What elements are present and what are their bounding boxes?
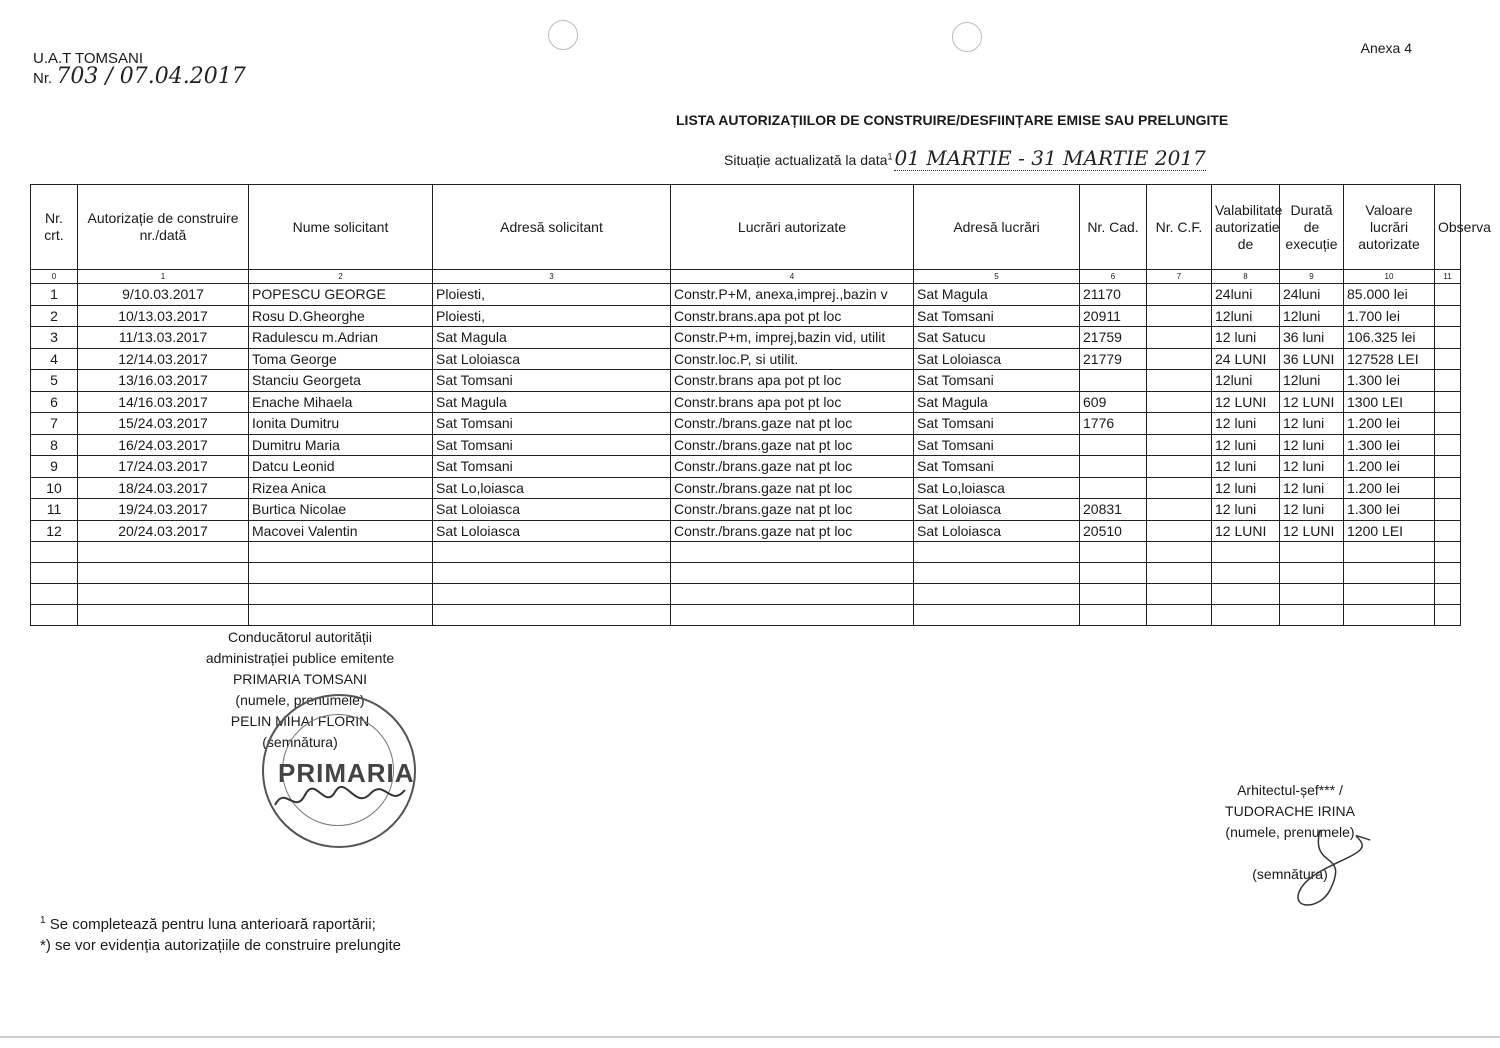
empty-cell xyxy=(1212,542,1280,563)
table-cell xyxy=(1147,413,1212,435)
table-cell xyxy=(1147,499,1212,521)
table-cell: 12 LUNI xyxy=(1212,391,1280,413)
authorizations-table xyxy=(30,184,1491,626)
table-row xyxy=(31,284,1461,306)
empty-cell xyxy=(671,605,914,626)
document-subtitle xyxy=(724,146,1206,170)
table-cell xyxy=(1435,520,1461,542)
empty-cell xyxy=(31,563,78,584)
table-cell: Sat Lo,loiasca xyxy=(914,477,1080,499)
table-cell: 21779 xyxy=(1080,348,1147,370)
table-cell: Constr.brans.apa pot pt loc xyxy=(671,305,914,327)
column-index-cell: 4 xyxy=(671,270,914,284)
table-cell: 3 xyxy=(31,327,78,349)
nr-handwritten: 703 / 07.04.2017 xyxy=(56,64,246,89)
table-cell: 12 luni xyxy=(1280,413,1344,435)
empty-cell xyxy=(31,542,78,563)
table-cell: 12 luni xyxy=(1212,434,1280,456)
table-cell: Sat Loloiasca xyxy=(433,499,671,521)
empty-cell xyxy=(78,605,249,626)
empty-cell xyxy=(1280,584,1344,605)
table-cell: 10 xyxy=(31,477,78,499)
table-cell: Constr./brans.gaze nat pt loc xyxy=(671,434,914,456)
table-cell xyxy=(1147,284,1212,306)
column-header: Nr. Cad. xyxy=(1080,185,1147,270)
empty-cell xyxy=(1280,563,1344,584)
empty-cell xyxy=(1344,605,1435,626)
empty-table-row xyxy=(31,563,1461,584)
empty-cell xyxy=(78,542,249,563)
table-cell: 1.300 lei xyxy=(1344,370,1435,392)
empty-cell xyxy=(249,605,433,626)
subtitle-label: Situație actualizată la data xyxy=(724,152,888,168)
table-cell: 12 luni xyxy=(1212,456,1280,478)
table-cell: 12luni xyxy=(1280,305,1344,327)
table-cell: Sat Lo,loiasca xyxy=(433,477,671,499)
table-cell: POPESCU GEORGE xyxy=(249,284,433,306)
table-cell xyxy=(1435,327,1461,349)
table-cell: 24 LUNI xyxy=(1212,348,1280,370)
table-cell xyxy=(1080,456,1147,478)
column-header: Observa xyxy=(1435,185,1461,270)
table-cell: 20510 xyxy=(1080,520,1147,542)
table-cell: Constr.P+M, anexa,imprej.,bazin v xyxy=(671,284,914,306)
table-cell: 10/13.03.2017 xyxy=(78,305,249,327)
table-cell: 1.200 lei xyxy=(1344,456,1435,478)
empty-cell xyxy=(1147,563,1212,584)
table-cell xyxy=(1080,434,1147,456)
table-cell xyxy=(1147,434,1212,456)
table-cell: 12 xyxy=(31,520,78,542)
table-cell: Rizea Anica xyxy=(249,477,433,499)
table-cell: 19/24.03.2017 xyxy=(78,499,249,521)
table-cell: Radulescu m.Adrian xyxy=(249,327,433,349)
table-cell xyxy=(1080,370,1147,392)
column-index-cell: 1 xyxy=(78,270,249,284)
scan-edge-line xyxy=(0,1036,1500,1038)
column-index-cell: 7 xyxy=(1147,270,1212,284)
empty-cell xyxy=(78,563,249,584)
table-cell: 11 xyxy=(31,499,78,521)
column-index-cell: 8 xyxy=(1212,270,1280,284)
table-cell: 12 LUNI xyxy=(1212,520,1280,542)
table-cell: Sat Tomsani xyxy=(433,370,671,392)
table-cell: Constr./brans.gaze nat pt loc xyxy=(671,499,914,521)
column-header: Nr. crt. xyxy=(31,185,78,270)
annex-label: Anexa 4 xyxy=(1360,40,1412,56)
table-cell: 24luni xyxy=(1280,284,1344,306)
table-cell: 12/14.03.2017 xyxy=(78,348,249,370)
column-header: Valabilitate autorizatie de xyxy=(1212,185,1280,270)
footnotes xyxy=(40,910,401,956)
table-cell: 9/10.03.2017 xyxy=(78,284,249,306)
table-cell: 1.300 lei xyxy=(1344,499,1435,521)
mayor-signature-scribble xyxy=(270,780,410,820)
architect-line-3: (numele, prenumele) xyxy=(1225,824,1355,840)
table-cell: 127528 LEI xyxy=(1344,348,1435,370)
empty-cell xyxy=(78,584,249,605)
table-cell: 12 luni xyxy=(1212,499,1280,521)
table-cell: Sat Loloiasca xyxy=(433,348,671,370)
table-cell: Sat Loloiasca xyxy=(914,499,1080,521)
table-cell: 12luni xyxy=(1280,370,1344,392)
architect-line-4: (semnătura) xyxy=(1252,866,1328,882)
table-cell: 5 xyxy=(31,370,78,392)
table-cell xyxy=(1435,305,1461,327)
table-cell: Sat Tomsani xyxy=(914,305,1080,327)
table-cell: Sat Loloiasca xyxy=(914,520,1080,542)
table-cell: Ploiesti, xyxy=(433,284,671,306)
table-cell xyxy=(1147,520,1212,542)
table-cell xyxy=(1080,477,1147,499)
empty-cell xyxy=(1280,542,1344,563)
table-cell: 1.300 lei xyxy=(1344,434,1435,456)
table-row xyxy=(31,434,1461,456)
table-cell xyxy=(1147,391,1212,413)
table-cell xyxy=(1435,499,1461,521)
table-cell: Constr.brans apa pot pt loc xyxy=(671,391,914,413)
empty-table-row xyxy=(31,584,1461,605)
column-header: Lucrări autorizate xyxy=(671,185,914,270)
column-index-cell: 6 xyxy=(1080,270,1147,284)
table-cell: Constr.loc.P, si utilit. xyxy=(671,348,914,370)
column-header: Nr. C.F. xyxy=(1147,185,1212,270)
table-cell: 106.325 lei xyxy=(1344,327,1435,349)
table-cell: 1200 LEI xyxy=(1344,520,1435,542)
column-header: Adresă lucrări xyxy=(914,185,1080,270)
table-cell: 85.000 lei xyxy=(1344,284,1435,306)
column-header: Valoare lucrări autorizate xyxy=(1344,185,1435,270)
table-row xyxy=(31,413,1461,435)
table-cell: Constr./brans.gaze nat pt loc xyxy=(671,477,914,499)
column-index-row xyxy=(31,270,1461,284)
table-cell: Burtica Nicolae xyxy=(249,499,433,521)
table-cell xyxy=(1147,477,1212,499)
column-header: Durată de execuție xyxy=(1280,185,1344,270)
empty-cell xyxy=(1344,542,1435,563)
empty-cell xyxy=(1212,605,1280,626)
table-cell: 15/24.03.2017 xyxy=(78,413,249,435)
empty-cell xyxy=(1435,605,1461,626)
column-header: Nume solicitant xyxy=(249,185,433,270)
table-cell: 20911 xyxy=(1080,305,1147,327)
table-cell: Sat Tomsani xyxy=(914,434,1080,456)
empty-cell xyxy=(671,584,914,605)
column-index-cell: 10 xyxy=(1344,270,1435,284)
architect-line-1: Arhitectul-șef*** / xyxy=(1237,782,1343,798)
table-row xyxy=(31,499,1461,521)
table-row xyxy=(31,327,1461,349)
table-cell xyxy=(1435,370,1461,392)
empty-cell xyxy=(1080,563,1147,584)
footnote-1-text: Se completează pentru luna anterioară raportării; xyxy=(45,916,376,933)
empty-cell xyxy=(914,584,1080,605)
column-index-cell: 3 xyxy=(433,270,671,284)
column-index-cell: 5 xyxy=(914,270,1080,284)
empty-cell xyxy=(1435,584,1461,605)
empty-cell xyxy=(1435,542,1461,563)
table-cell xyxy=(1147,370,1212,392)
table-cell: 12luni xyxy=(1212,370,1280,392)
table-cell: 12 luni xyxy=(1212,327,1280,349)
footnote-1-mark: 1 xyxy=(40,915,46,926)
table-cell: 11/13.03.2017 xyxy=(78,327,249,349)
table-cell xyxy=(1147,348,1212,370)
empty-cell xyxy=(433,563,671,584)
table-row xyxy=(31,520,1461,542)
empty-cell xyxy=(914,563,1080,584)
document-header xyxy=(33,50,246,88)
table-cell: Constr./brans.gaze nat pt loc xyxy=(671,520,914,542)
empty-cell xyxy=(1280,605,1344,626)
table-cell: 13/16.03.2017 xyxy=(78,370,249,392)
table-cell: 12 luni xyxy=(1280,477,1344,499)
table-cell: 1.700 lei xyxy=(1344,305,1435,327)
empty-table-row xyxy=(31,605,1461,626)
mayor-line-1: Conducătorul autorității xyxy=(228,629,372,645)
column-index-cell: 9 xyxy=(1280,270,1344,284)
document-title: LISTA AUTORIZAȚIILOR DE CONSTRUIRE/DESFIINȚARE EMISE SAU PRELUNGITE xyxy=(676,112,1229,128)
table-cell: Sat Tomsani xyxy=(914,370,1080,392)
empty-cell xyxy=(1344,584,1435,605)
table-cell: Sat Tomsani xyxy=(914,413,1080,435)
table-cell: Rosu D.Gheorghe xyxy=(249,305,433,327)
empty-cell xyxy=(249,542,433,563)
empty-cell xyxy=(671,542,914,563)
table-cell: Constr./brans.gaze nat pt loc xyxy=(671,413,914,435)
table-cell: Ploiesti, xyxy=(433,305,671,327)
table-header-row xyxy=(31,185,1461,270)
empty-cell xyxy=(1344,563,1435,584)
table-cell: 16/24.03.2017 xyxy=(78,434,249,456)
table-cell: 36 LUNI xyxy=(1280,348,1344,370)
empty-cell xyxy=(1212,584,1280,605)
mayor-line-6: (semnătura) xyxy=(262,734,338,750)
table-row xyxy=(31,477,1461,499)
table-cell: 2 xyxy=(31,305,78,327)
footnote-2: *) se vor evidenția autorizațiile de construire prelungite xyxy=(40,937,402,954)
empty-cell xyxy=(1147,584,1212,605)
table-cell: Stanciu Georgeta xyxy=(249,370,433,392)
table-cell: 12 luni xyxy=(1212,413,1280,435)
table-cell: Sat Loloiasca xyxy=(433,520,671,542)
empty-cell xyxy=(249,584,433,605)
table-cell: Constr.brans apa pot pt loc xyxy=(671,370,914,392)
empty-table-row xyxy=(31,542,1461,563)
table-cell: Sat Tomsani xyxy=(433,456,671,478)
table-cell: Sat Magula xyxy=(914,284,1080,306)
table-cell: 20831 xyxy=(1080,499,1147,521)
empty-cell xyxy=(914,605,1080,626)
table-cell: 20/24.03.2017 xyxy=(78,520,249,542)
table-cell: Dumitru Maria xyxy=(249,434,433,456)
table-cell xyxy=(1435,456,1461,478)
table-cell: 12 luni xyxy=(1280,456,1344,478)
table-cell: Sat Tomsani xyxy=(433,413,671,435)
table-cell: 8 xyxy=(31,434,78,456)
table-cell: 18/24.03.2017 xyxy=(78,477,249,499)
table-cell: Ionita Dumitru xyxy=(249,413,433,435)
nr-label: Nr. xyxy=(33,70,53,87)
table-cell: 12 luni xyxy=(1280,434,1344,456)
footnote-1 xyxy=(40,910,401,935)
empty-cell xyxy=(1080,605,1147,626)
table-cell: Sat Loloiasca xyxy=(914,348,1080,370)
empty-cell xyxy=(433,584,671,605)
column-index-cell: 11 xyxy=(1435,270,1461,284)
table-cell: Sat Magula xyxy=(433,327,671,349)
table-cell: 21170 xyxy=(1080,284,1147,306)
table-cell: 12luni xyxy=(1212,305,1280,327)
empty-cell xyxy=(671,563,914,584)
column-index-cell: 0 xyxy=(31,270,78,284)
punch-hole-right xyxy=(952,22,982,52)
table-cell: 12 LUNI xyxy=(1280,520,1344,542)
table-cell: 21759 xyxy=(1080,327,1147,349)
table-cell xyxy=(1435,434,1461,456)
subtitle-footnote-mark: 1 xyxy=(887,151,893,162)
org-name: U.A.T TOMSANI xyxy=(33,50,144,67)
stamp-text: PRIMARIA xyxy=(278,758,415,788)
mayor-line-4: (numele, prenumele) xyxy=(235,692,365,708)
mayor-line-3: PRIMARIA TOMSANI xyxy=(232,671,368,687)
table-cell: Sat Magula xyxy=(433,391,671,413)
column-header: Adresă solicitant xyxy=(433,185,671,270)
table-cell: Sat Satucu xyxy=(914,327,1080,349)
table-cell: 609 xyxy=(1080,391,1147,413)
table-cell: 12 luni xyxy=(1212,477,1280,499)
table-cell xyxy=(1435,477,1461,499)
table-cell: 1776 xyxy=(1080,413,1147,435)
empty-cell xyxy=(1147,542,1212,563)
punch-hole-left xyxy=(548,20,578,50)
table-cell: Datcu Leonid xyxy=(249,456,433,478)
architect-signature-scribble xyxy=(1280,810,1380,920)
table-cell: 12 LUNI xyxy=(1280,391,1344,413)
mayor-line-2: administrației publice emitente xyxy=(205,650,395,666)
table-cell xyxy=(1435,413,1461,435)
table-cell: Constr.P+m, imprej,bazin vid, utilit xyxy=(671,327,914,349)
table-row xyxy=(31,391,1461,413)
table-cell: Toma George xyxy=(249,348,433,370)
column-index-cell: 2 xyxy=(249,270,433,284)
table-cell: 6 xyxy=(31,391,78,413)
table-cell: 1300 LEI xyxy=(1344,391,1435,413)
registration-number xyxy=(33,64,246,89)
table-row xyxy=(31,348,1461,370)
subtitle-date-handwritten: 01 MARTIE - 31 MARTIE 2017 xyxy=(894,146,1206,170)
table-cell: 1.200 lei xyxy=(1344,413,1435,435)
table-cell xyxy=(1147,327,1212,349)
empty-cell xyxy=(1147,605,1212,626)
table-cell: 24luni xyxy=(1212,284,1280,306)
table-cell: Sat Magula xyxy=(914,391,1080,413)
table-cell: Sat Tomsani xyxy=(914,456,1080,478)
empty-cell xyxy=(31,584,78,605)
empty-cell xyxy=(914,542,1080,563)
column-header: Autorizație de construire nr./dată xyxy=(78,185,249,270)
table-cell xyxy=(1435,284,1461,306)
table-cell xyxy=(1147,456,1212,478)
empty-cell xyxy=(249,563,433,584)
empty-cell xyxy=(1212,563,1280,584)
table-cell: 7 xyxy=(31,413,78,435)
empty-cell xyxy=(1080,584,1147,605)
empty-cell xyxy=(1435,563,1461,584)
empty-cell xyxy=(1080,542,1147,563)
table-cell: 9 xyxy=(31,456,78,478)
table-cell: Enache Mihaela xyxy=(249,391,433,413)
table-cell xyxy=(1435,348,1461,370)
architect-line-2: TUDORACHE IRINA xyxy=(1225,803,1355,819)
table-cell xyxy=(1147,305,1212,327)
table-row xyxy=(31,370,1461,392)
empty-cell xyxy=(433,605,671,626)
empty-cell xyxy=(433,542,671,563)
table-cell: 12 luni xyxy=(1280,499,1344,521)
table-cell: 36 luni xyxy=(1280,327,1344,349)
table-cell: 17/24.03.2017 xyxy=(78,456,249,478)
table-cell: Macovei Valentin xyxy=(249,520,433,542)
table-cell: 1 xyxy=(31,284,78,306)
table-cell xyxy=(1435,391,1461,413)
table-cell: 1.200 lei xyxy=(1344,477,1435,499)
table-cell: 4 xyxy=(31,348,78,370)
table-row xyxy=(31,305,1461,327)
table-cell: Constr./brans.gaze nat pt loc xyxy=(671,456,914,478)
table-cell: Sat Tomsani xyxy=(433,434,671,456)
table-row xyxy=(31,456,1461,478)
table-cell: 14/16.03.2017 xyxy=(78,391,249,413)
empty-cell xyxy=(31,605,78,626)
mayor-line-5: PELIN MIHAI FLORIN xyxy=(230,713,370,729)
